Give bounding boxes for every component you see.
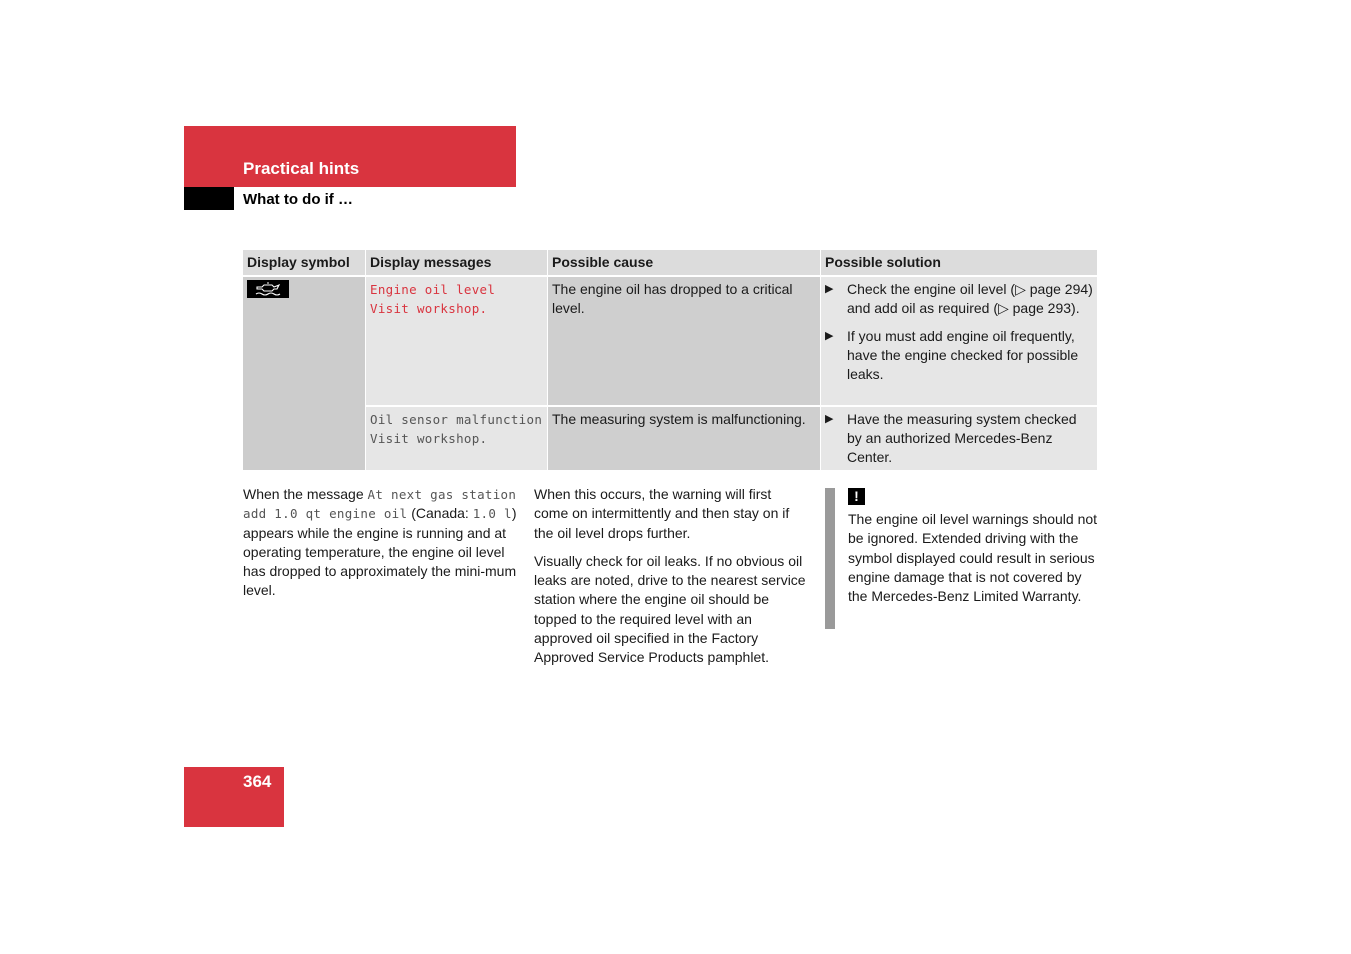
message-line: Oil sensor malfunction [370, 412, 543, 427]
solution-item: ▶ Have the measuring system checked by an authorized Mercedes-Benz Center. [825, 411, 1077, 465]
engine-oil-level-icon [247, 280, 289, 298]
paragraph: When the message At next gas station add 1.0 qt engine oil (Canada: 1.0 l) appears while the engine is running and at operating temperature, the engine oil level has dropped to approximately the mini-mum level. [243, 486, 517, 599]
header-display-symbol: Display symbol [243, 250, 366, 277]
body-column-2 [534, 485, 809, 677]
table-header-row [243, 250, 1098, 277]
header-possible-solution: Possible solution [821, 250, 1098, 277]
body-column-1 [243, 485, 518, 610]
arrow-icon: ▶ [825, 413, 834, 425]
paragraph: Visually check for oil leaks. If no obvious oil leaks are noted, drive to the nearest service station where the engine oil should be topped to the required level with an approved oil specified in the Factory Approved Service Products pamphlet. [534, 552, 806, 666]
warning-icon: ! [848, 488, 865, 505]
message-line: Visit workshop. [370, 301, 488, 316]
section-title: Practical hints [243, 159, 360, 178]
message-cell [366, 277, 548, 407]
solution-cell [821, 277, 1098, 407]
table-row [243, 407, 1098, 472]
symbol-cell [243, 277, 366, 472]
warning-bar [825, 488, 835, 629]
solution-cell [821, 407, 1098, 472]
cause-cell: The measuring system is malfunctioning. [548, 407, 821, 472]
arrow-icon: ▶ [825, 330, 834, 342]
table-row [243, 277, 1098, 407]
section-marker [184, 187, 234, 210]
solution-item: ▶ Check the engine oil level (▷ page 294) and add oil as required (▷ page 293). [825, 281, 1093, 316]
message-cell [366, 407, 548, 472]
header-display-messages: Display messages [366, 250, 548, 277]
message-line: Engine oil level [370, 282, 496, 297]
page-subtitle: What to do if … [243, 191, 353, 208]
display-messages-table [243, 250, 1098, 472]
header-possible-cause: Possible cause [548, 250, 821, 277]
warning-text: The engine oil level warnings should not be ignored. Extended driving with the symbol displayed could result in serious engine damage that is not covered by the Mercedes-Benz Limited Warranty. [848, 511, 1098, 605]
message-line: Visit workshop. [370, 431, 488, 446]
solution-item: ▶ If you must add engine oil frequently, have the engine checked for possible leaks. [825, 328, 1079, 382]
page-number: 364 [243, 772, 272, 791]
cause-cell: The engine oil has dropped to a critical level. [548, 277, 821, 407]
paragraph: When this occurs, the warning will first come on intermittently and then stay on if the oil level drops further. [534, 486, 790, 541]
arrow-icon: ▶ [825, 283, 834, 295]
